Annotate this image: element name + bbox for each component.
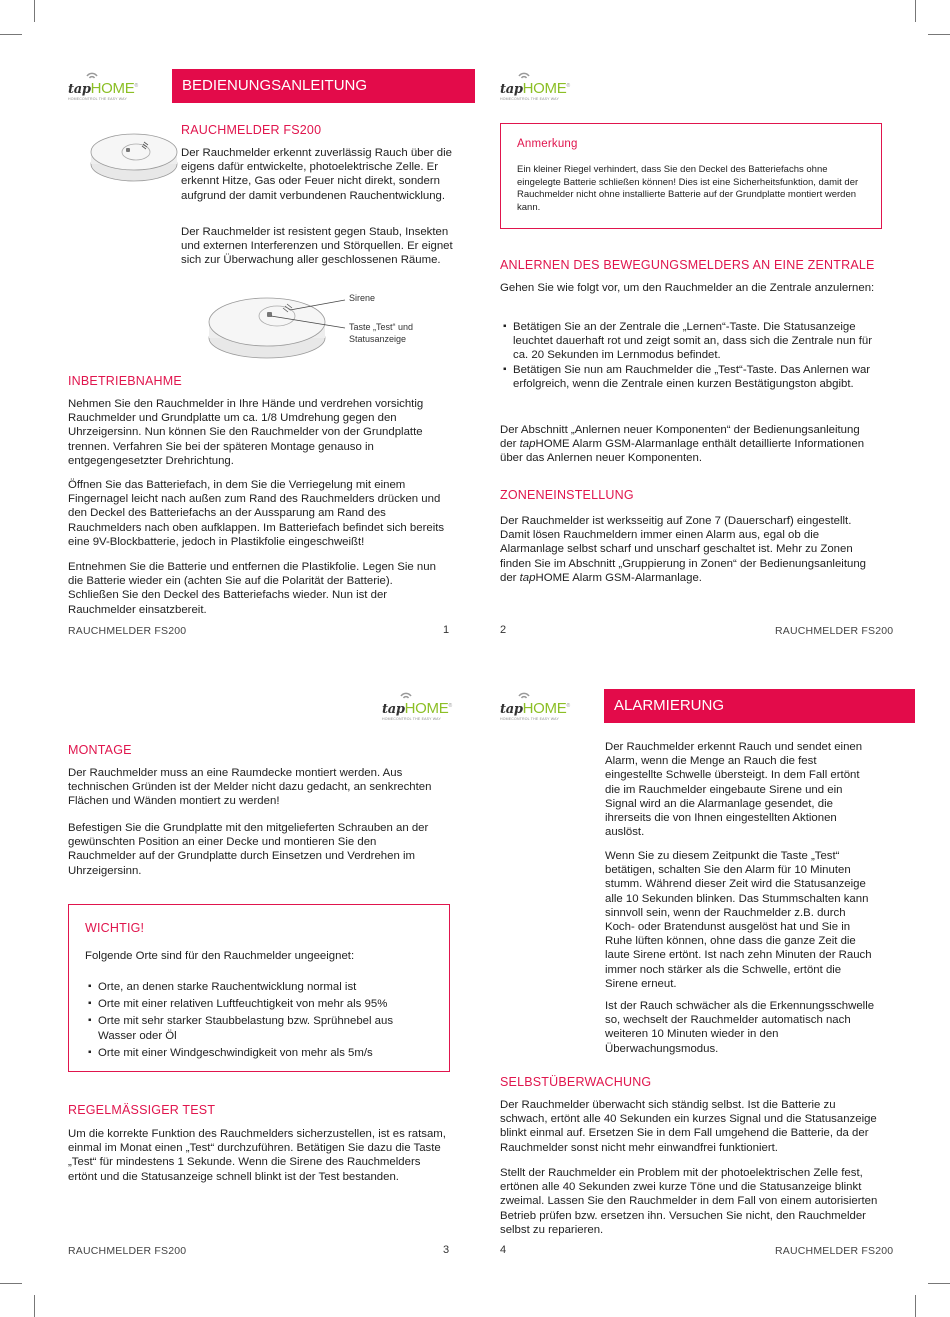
- crop-mark: [34, 0, 35, 22]
- list-item: ▪ Orte mit einer Windgeschwindigkeit von mehr als 5m/s: [88, 1046, 428, 1060]
- page-banner: BEDIENUNGSANLEITUNG: [172, 69, 475, 103]
- page-footer: RAUCHMELDER FS200: [68, 1245, 187, 1257]
- section-heading: REGELMÄSSIGER TEST: [68, 1103, 216, 1117]
- intro-paragraph: Der Rauchmelder erkennt zuverlässig Rauch über die eigens dafür entwickelte, photoelektrische Zelle. Er erkennt Hitze, Gas oder Feuer nicht direkt, sondern aufgrund der damit verbundenen Rauchentwicklung.: [181, 147, 452, 202]
- page-footer: RAUCHMELDER FS200: [68, 625, 187, 637]
- list-item: ▪ Orte mit sehr starker Staubbelastung bzw. Sprühnebel aus Wasser oder Öl: [88, 1014, 428, 1042]
- body-paragraph: Um die korrekte Funktion des Rauchmelders sicherzustellen, ist es ratsam, einmal im Monat einen „Test“ durchzuführen. Betätigen Sie dazu die Taste „Test“ für mindestens 1 Sekunde. Wenn die Sirene des Rauchmelders ertönt und die Statusanzeige schnell blinkt ist der Test bestanden.: [68, 1128, 446, 1183]
- body-paragraph: Der Rauchmelder muss an eine Raumdecke montiert werden. Aus technischen Gründen ist der Melder nicht dazu gedacht, an senkrechten Flächen und Wänden montiert zu werden!: [68, 767, 432, 808]
- note-title: Anmerkung: [517, 138, 578, 150]
- warning-intro: Folgende Orte sind für den Rauchmelder ungeeignet:: [85, 950, 355, 962]
- body-paragraph: Stellt der Rauchmelder ein Problem mit der photoelektrischen Zelle fest, ertönen alle 40 Sekunden zwei kurze Töne und die Statusanzeige blinkt zweimal. Lassen Sie den Rauchmelder in dem Fall von einem autorisierten Betrieb prüfen bzw. ersetzen ihn. Versuchen Sie nicht, den Rauchmelder selbst zu reparieren.: [500, 1167, 878, 1236]
- section-heading: ZONENEINSTELLUNG: [500, 488, 634, 502]
- body-paragraph: Gehen Sie wie folgt vor, um den Rauchmelder an die Zentrale anzulernen:: [500, 282, 875, 294]
- crop-mark: [928, 34, 950, 35]
- crop-mark: [0, 34, 22, 35]
- taphome-logo: tapHOME® HOMECONTROL THE EASY WAY: [500, 70, 570, 102]
- list-item: ▪ Orte, an denen starke Rauchentwicklung normal ist: [88, 980, 428, 994]
- warning-list: [88, 980, 428, 1060]
- body-paragraph: Ist der Rauch schwächer als die Erkennungsschwelle so, wechselt der Rauchmelder automatisch nach weiteren 10 Minuten wieder in den Überwachungsmodus.: [605, 1000, 875, 1055]
- body-paragraph: Der Rauchmelder erkennt Rauch und sendet einen Alarm, wenn die Menge an Rauch die fest eingestellte Schwelle übersteigt. In dem Fall ertönt die im Rauchmelder eingebaute Sirene und ein Signal wird an die Alarmanlage gesendet, die ihrerseits die von Ihnen eingestellten Aktionen auslöst.: [605, 741, 863, 839]
- page-number: 4: [500, 1244, 507, 1256]
- body-paragraph: Wenn Sie zu diesem Zeitpunkt die Taste „Test“ betätigen, schalten Sie den Alarm für 10 Minuten stumm. Während dieser Zeit wird die Statusanzeige alle 10 Sekunden blinken. Das Stummschalten kann sinnvoll sein, wenn der Rauchmelder z.B. durch Koch- oder Bratendunst ausgelöst hat und Sie in Ruhe lüften können, ohne dass die ganze Zeit die laute Sirene ertönt. Ist nach zehn Minuten der Rauch immer noch stärker als die Schwelle, ertönt die Sirene erneut.: [605, 850, 872, 990]
- taphome-logo: tapHOME® HOMECONTROL THE EASY WAY: [500, 690, 570, 722]
- body-paragraph: Nehmen Sie den Rauchmelder in Ihre Hände und verdrehen vorsichtig Rauchmelder und Grundplatte um ca. 1/8 Umdrehung gegen den Uhrzeigersinn. Nun können Sie den Rauchmelder von der Grundplatte trennen. Verfahren Sie bei der späteren Montage genauso in entgegengesetzter Drehrichtung.: [68, 398, 424, 467]
- crop-mark: [0, 1283, 22, 1284]
- section-heading: ANLERNEN DES BEWEGUNGSMELDERS AN EINE ZENTRALE: [500, 258, 875, 272]
- test-button-label: Taste „Test“ und Statusanzeige: [349, 322, 414, 344]
- wifi-icon: [85, 70, 99, 80]
- body-paragraph: Befestigen Sie die Grundplatte mit den mitgelieferten Schrauben an der gewünschten Position an einer Decke und montieren Sie den Rauchmelder auf der Grundplatte durch Einsetzen und Verdrehen im Uhrzeigersinn.: [68, 822, 429, 877]
- body-paragraph: Öffnen Sie das Batteriefach, in dem Sie die Verriegelung mit einem Fingernagel leicht nach außen zum Rand des Rauchmelders drücken und den Deckel des Batteriefachs an der Aussparung am Rand des Rauchmelders nach oben aufklappen. Im Batteriefach befindet sich bereits eine 9V-Blockbatterie, jedoch in Plastikfolie eingeschweißt!: [68, 479, 445, 548]
- smoke-detector-diagram: [205, 290, 350, 360]
- section-heading: SELBSTÜBERWACHUNG: [500, 1075, 652, 1089]
- steps-list: [503, 320, 879, 391]
- taphome-logo: tapHOME® HOMECONTROL THE EASY WAY: [68, 70, 138, 102]
- smoke-detector-illustration: [90, 124, 178, 186]
- list-item: ▪ Orte mit einer relativen Luftfeuchtigkeit von mehr als 95%: [88, 997, 428, 1011]
- body-paragraph: Entnehmen Sie die Batterie und entfernen die Plastikfolie. Legen Sie nun die Batterie wieder ein (achten Sie auf die Polarität der Batterie). Schließen Sie den Deckel des Batteriefachs wieder. Nun ist der Rauchmelder einsatzbereit.: [68, 561, 436, 616]
- taphome-logo: tapHOME® HOMECONTROL THE EASY WAY: [382, 690, 452, 722]
- siren-label: Sirene: [349, 293, 376, 303]
- page-number: 3: [443, 1244, 450, 1256]
- page-banner: ALARMIERUNG: [604, 689, 915, 723]
- page-footer: RAUCHMELDER FS200: [775, 1245, 894, 1257]
- wifi-icon: [517, 70, 531, 80]
- crop-mark: [928, 1283, 950, 1284]
- body-paragraph: Der Rauchmelder ist werksseitig auf Zone 7 (Dauerscharf) eingestellt. Damit lösen Rauchmeldern immer einen Alarm aus, egal ob die Alarmanlage selbst scharf und unscharf geschaltet ist. Mehr zu Zonen finden Sie im Abschnitt „Gruppierung in Zonen“ der Bedienungsanleitung der tapHOME Alarm GSM-Alarmanlage.: [500, 515, 866, 584]
- page-number: 1: [443, 624, 450, 636]
- product-title: RAUCHMELDER FS200: [181, 123, 322, 137]
- intro-paragraph: Der Rauchmelder ist resistent gegen Staub, Insekten und externen Interferenzen und Störquellen. Er eignet sich zur Überwachung aller geschlossenen Räume.: [181, 226, 453, 267]
- crop-mark: [915, 1295, 916, 1317]
- warning-title: WICHTIG!: [85, 921, 145, 935]
- body-paragraph: Der Rauchmelder überwacht sich ständig selbst. Ist die Batterie zu schwach, ertönt alle 40 Sekunden ein kurzes Signal und die Statusanzeige blinkt einmal auf. Ersetzen Sie in dem Fall umgehend die Batterie, da der Rauchmelder sonst nicht mehr einwandfrei funktioniert.: [500, 1099, 877, 1154]
- wifi-icon: [399, 690, 413, 700]
- list-item: ▪ Betätigen Sie nun am Rauchmelder die „Test“-Taste. Das Anlernen war erfolgreich, wenn die Zentrale einen kurzen Bestätigungston abgibt.: [503, 363, 879, 391]
- section-heading: INBETRIEBNAHME: [68, 374, 182, 388]
- crop-mark: [34, 1295, 35, 1317]
- body-paragraph: Der Abschnitt „Anlernen neuer Komponenten“ der Bedienungsanleitung der tapHOME Alarm GSM-Alarmanlage enthält detaillierte Informationen über das Anlernen neuer Komponenten.: [500, 424, 865, 465]
- page-footer: RAUCHMELDER FS200: [775, 625, 894, 637]
- crop-mark: [915, 0, 916, 22]
- list-item: ▪ Betätigen Sie an der Zentrale die „Lernen“-Taste. Die Statusanzeige leuchtet dauerhaft rot und zeigt somit an, dass sich die Zentrale nun für ca. 20 Sekunden im Lernmodus befindet.: [503, 320, 879, 363]
- note-text: Ein kleiner Riegel verhindert, dass Sie den Deckel des Batteriefachs ohne eingelegte Batterie schließen können! Dies ist eine Sicherheitsfunktion, damit der Rauchmelder nicht ohne installierte Batterie auf der Grundplatte montiert werden kann.: [517, 164, 859, 213]
- warning-box: [68, 904, 450, 1072]
- wifi-icon: [517, 690, 531, 700]
- section-heading: MONTAGE: [68, 743, 132, 757]
- note-box: [500, 123, 882, 229]
- page-number: 2: [500, 624, 507, 636]
